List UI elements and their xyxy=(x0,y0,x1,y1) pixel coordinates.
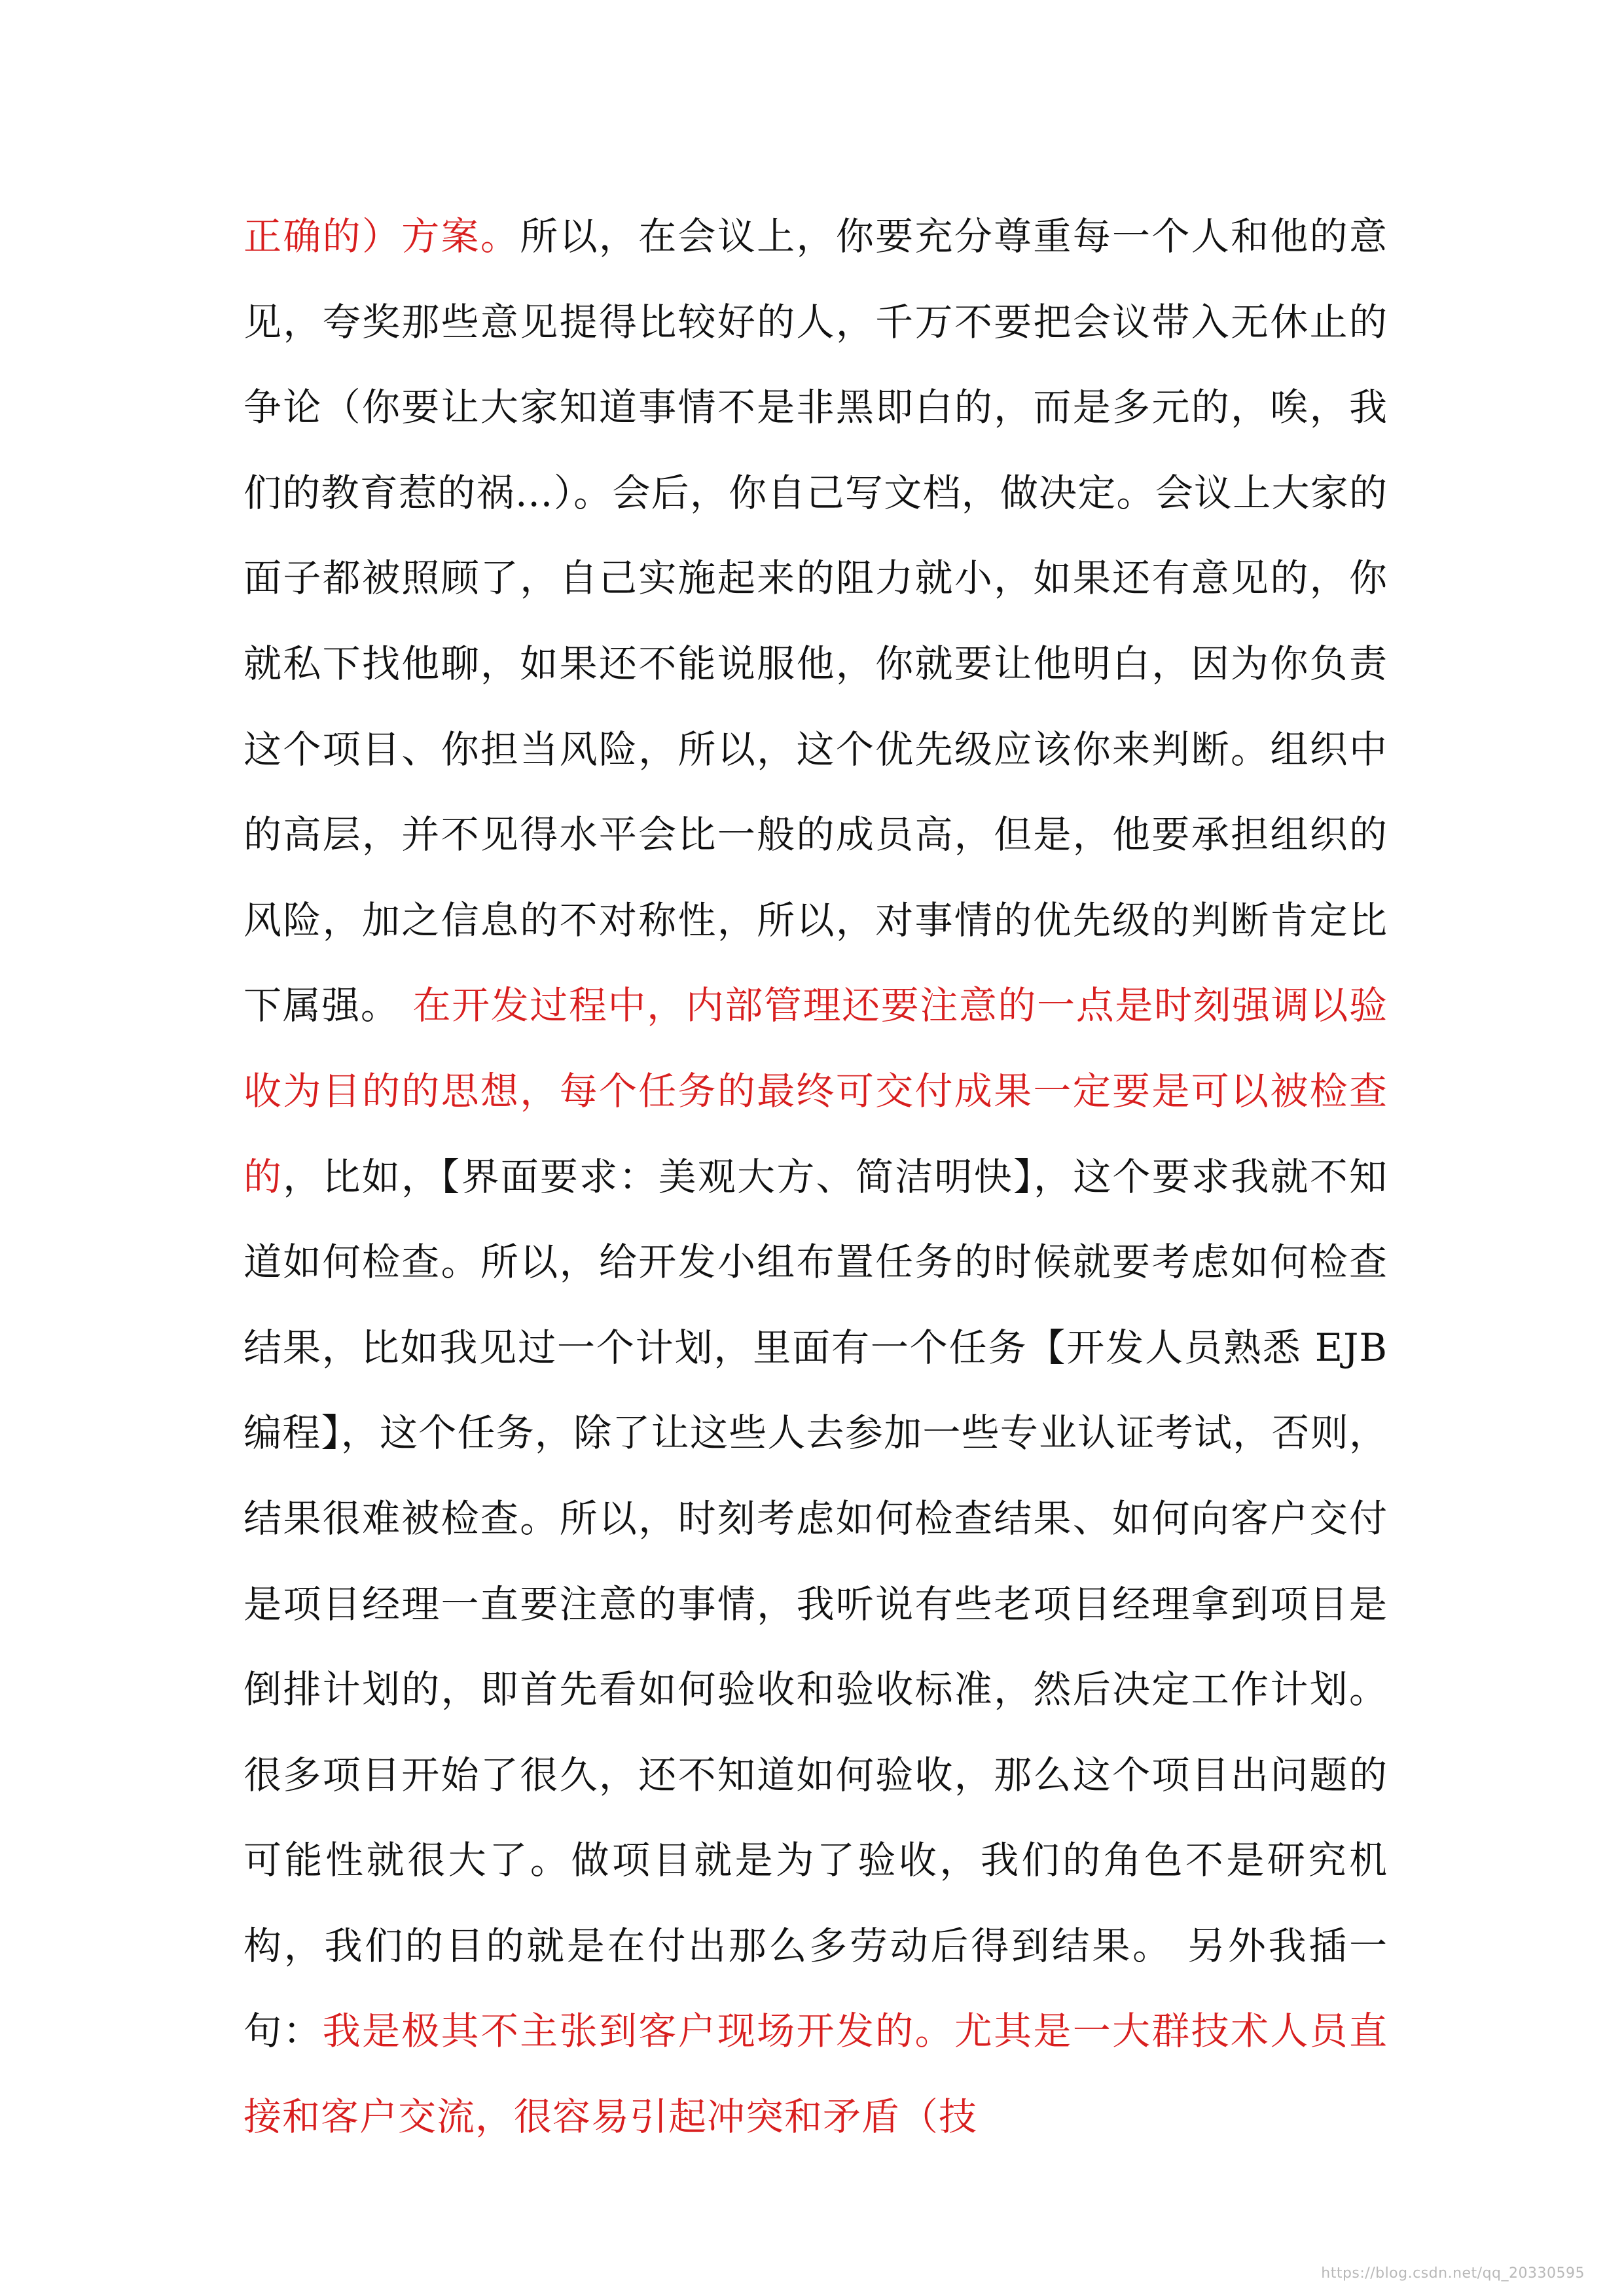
text-segment-4: ，比如，【界面要求：美观大方、简洁明快】，这个要求我就不知道如何检查。所以，给开发小组布置任务的时候就要考虑如何检查结果，比如我见过一个计划，里面有一个任务【开发人员熟悉 EJB 编程】，这个任务，除了让这些人去参加一些专业认证考试，否则，结果很难被检查。所以，时刻考虑如何检查结果、如何向客户交付是项目经理一直要注意的事情，我听说有些老项目经理拿到项目是倒排计划的，即首先看如何验收和验收标准，然后决定工作计划。很多项目开始了很久，还不知道如何验收，那么这个项目出问题的可能性就很大了。做项目就是为了验收，我们的角色不是研究机构，我们的目的就是在付出那么多劳动后得到结果。 另外我插一句： xyxy=(244,1154,1388,2054)
body-paragraph xyxy=(244,194,1388,2160)
watermark-url: https://blog.csdn.net/qq_20330595 xyxy=(1321,2265,1585,2282)
text-segment-5: 我是极其不主张到客户现场开发的。尤其是一大群技术人员直接和客户交流，很容易引起冲突和矛盾（技 xyxy=(244,2009,1388,2140)
text-segment-2: 所以，在会议上，你要充分尊重每一个人和他的意见，夸奖那些意见提得比较好的人，千万不要把会议带入无休止的争论（你要让大家知道事情不是非黑即白的，而是多元的，唉，我们的教育惹的祸…）。会后，你自己写文档，做决定。会议上大家的面子都被照顾了，自己实施起来的阻力就小，如果还有意见的，你就私下找他聊，如果还不能说服他，你就要让他明白，因为你负责这个项目、你担当风险，所以，这个优先级应该你来判断。组织中的高层，并不见得水平会比一般的成员高，但是，他要承担组织的风险，加之信息的不对称性，所以，对事情的优先级的判断肯定比下属强。 xyxy=(244,214,1388,1028)
text-segment-3: 在开发过程中，内部管理还要注意的一点是时刻强调以验收为目的的思想，每个任务的最终可交付成果一定要是可以被检查的 xyxy=(244,983,1388,1199)
text-segment-1: 正确的）方案。 xyxy=(244,214,520,259)
